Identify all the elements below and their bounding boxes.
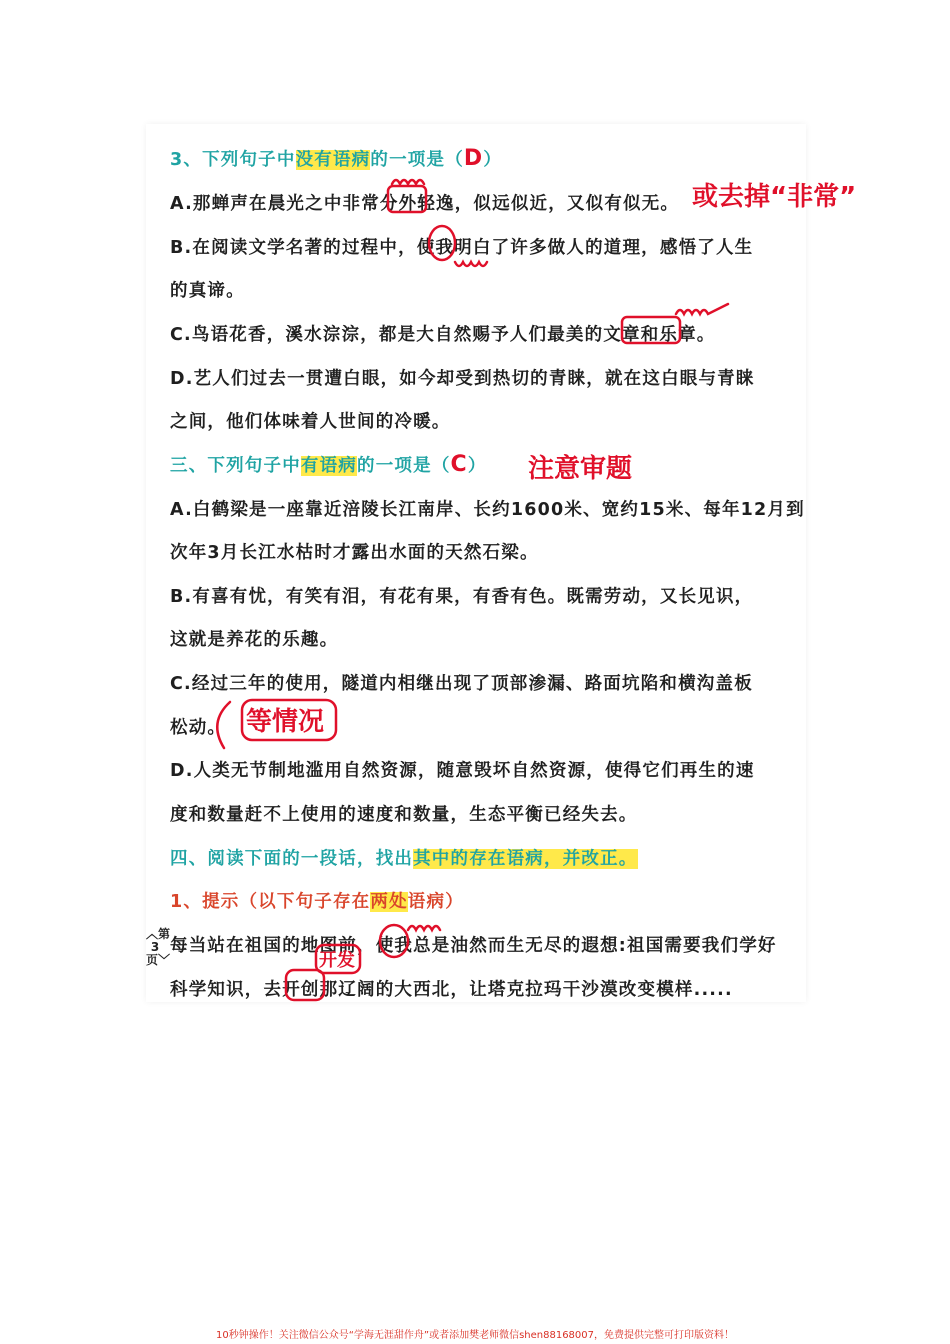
s3-option-b-line2: 这就是养花的乐趣。 [170, 630, 339, 650]
s4-title: 四、阅读下面的一段话，找出其中的存在语病，并改正。 [170, 849, 638, 869]
page-number: ︿第3页﹀ [146, 927, 171, 967]
note-remove-feichang: 或去掉“非常” [692, 182, 857, 212]
q3-option-d-line2: 之间，他们体味着人世间的冷暖。 [170, 412, 451, 432]
s3-option-a-line2: 次年3月长江水枯时才露出水面的天然石梁。 [170, 543, 539, 563]
note-dengqingkuang: 等情况 [246, 707, 325, 737]
s3-title: 三、下列句子中有语病的一项是（C） [170, 452, 487, 477]
note-attention: 注意审题 [528, 454, 633, 484]
s3-option-b-line1: B.有喜有忧，有笑有泪，有花有果，有香有色。既需劳动，又长见识， [170, 587, 754, 607]
s3-option-d-line2: 度和数量赶不上使用的速度和数量，生态平衡已经失去。 [170, 805, 638, 825]
q3-option-d-line1: D.艺人们过去一贯遭白眼，如今却受到热切的青睐，就在这白眼与青睐 [170, 369, 755, 389]
s4-paragraph-line1: 每当站在祖国的地图前，使我总是油然而生无尽的遐想:祖国需要我们学好 [170, 936, 777, 956]
s4-hint: 1、提示（以下句子存在两处语病） [170, 892, 464, 912]
s3-option-c-line2: 松动。 [170, 718, 227, 738]
s3-option-a-line1: A.白鹤梁是一座靠近涪陵长江南岸、长约1600米、宽约15米、每年12月到 [170, 500, 805, 520]
document-page [146, 124, 806, 1002]
q3-option-b-line2: 的真谛。 [170, 281, 245, 301]
q3-title: 3、下列句子中没有语病的一项是（D） [170, 146, 503, 171]
footer-banner: 10秒钟操作！关注微信公众号“学海无涯甜作舟”或者添加樊老师微信shen88168007，免费提供完整可打印版资料！ [215, 1330, 735, 1341]
s3-option-d-line1: D.人类无节制地滥用自然资源，随意毁坏自然资源，使得它们再生的速 [170, 761, 755, 781]
q3-option-a: A.那蝉声在晨光之中非常分外轻逸，似远似近，又似有似无。 [170, 194, 680, 214]
note-kaifa: 开发 [319, 950, 355, 971]
s3-option-c-line1: C.经过三年的使用，隧道内相继出现了顶部渗漏、路面坑陷和横沟盖板 [170, 674, 753, 694]
q3-option-b-line1: B.在阅读文学名著的过程中，使我明白了许多做人的道理，感悟了人生 [170, 238, 754, 258]
s4-paragraph-line2: 科学知识，去开创那辽阔的大西北，让塔克拉玛干沙漠改变模样..... [170, 980, 733, 1000]
q3-option-c: C.鸟语花香，溪水淙淙，都是大自然赐予人们最美的文章和乐章。 [170, 325, 716, 345]
